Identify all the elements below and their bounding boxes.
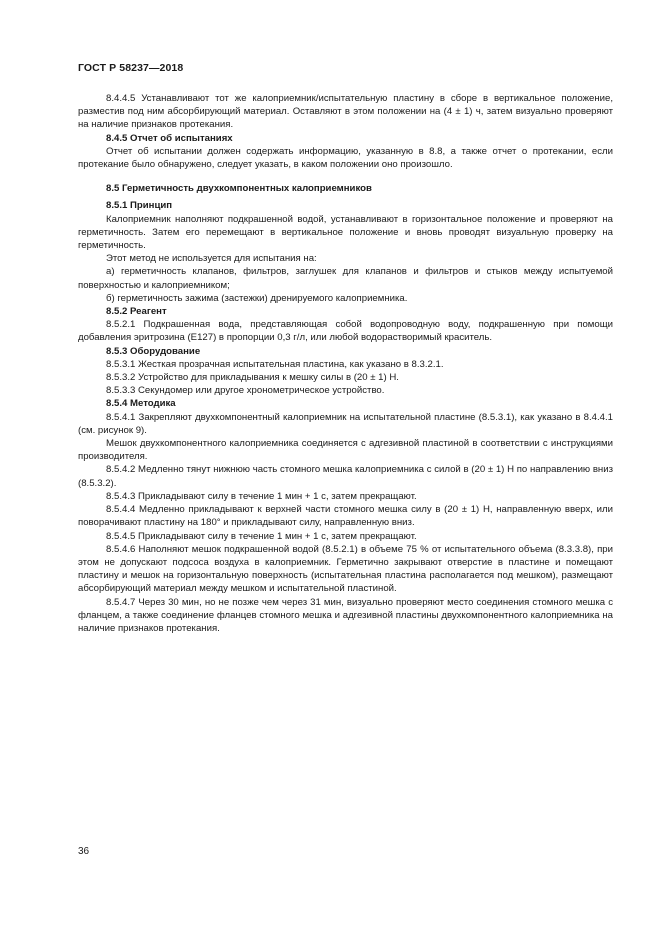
paragraph-8-5-4-1b: Мешок двухкомпонентного калоприемника соединяется с адгезивной пластиной в соответствии с инструкциями производителя.: [78, 438, 613, 463]
document-body: [78, 92, 613, 635]
list-item-b: б) герметичность зажима (застежки) дренируемого калоприемника.: [106, 292, 408, 304]
paragraph-8-5-1: Калоприемник наполняют подкрашенной водой, устанавливают в горизонтальное положение и проверяют на герметичность. Затем его перемещают в вертикальное положение и вновь проводят визуальную проверку на герметичность.: [78, 213, 613, 252]
paragraph-8-5-4-7: 8.5.4.7 Через 30 мин, но не позже чем через 31 мин, визуально проверяют место соединения стомного мешка с фланцем, а также соединение фланцев стомного мешка и адгезивной пластины двухкомпонентного калоприемника на наличие признаков протекания.: [78, 596, 613, 634]
paragraph-8-5-4-2: 8.5.4.2 Медленно тянут нижнюю часть стомного мешка калоприемника с силой в (20 ± 1) Н по направлению вниз (8.5.3.2).: [78, 464, 613, 489]
heading-8-5-2: 8.5.2 Реагент: [106, 306, 167, 318]
paragraph-8-5-4-3: 8.5.4.3 Прикладывают силу в течение 1 мин + 1 с, затем прекращают.: [106, 490, 417, 502]
heading-8-5-1: 8.5.1 Принцип: [106, 200, 173, 212]
heading-8-5-4: 8.5.4 Методика: [106, 398, 176, 410]
paragraph-8-5-3-2: 8.5.3.2 Устройство для прикладывания к мешку силы в (20 ± 1) Н.: [106, 372, 399, 384]
page-number: 36: [78, 846, 90, 857]
document-header: ГОСТ Р 58237—2018: [78, 62, 184, 74]
paragraph-8-5-4-1: 8.5.4.1 Закрепляют двухкомпонентный калоприемник на испытательной пластине (8.5.3.1), как указано в 8.4.4.1 (см. рисунок 9).: [78, 411, 613, 436]
heading-8-5: 8.5 Герметичность двухкомпонентных калоприемников: [106, 183, 372, 195]
paragraph-8-5-3-3: 8.5.3.3 Секундомер или другое хронометрическое устройство.: [106, 385, 385, 397]
heading-8-5-3: 8.5.3 Оборудование: [106, 345, 201, 357]
heading-8-4-5: 8.4.5 Отчет об испытаниях: [106, 132, 233, 144]
paragraph-8-5-4-5: 8.5.4.5 Прикладывают силу в течение 1 мин + 1 с, затем прекращают.: [106, 530, 417, 542]
paragraph-8-5-2-1: 8.5.2.1 Подкрашенная вода, представляющая собой водопроводную воду, подкрашенную при помощи добавления эритрозина (Е127) в пропорции 0,3 г/л, или любой водорастворимый краситель.: [78, 319, 613, 344]
paragraph-8-5-4-4: 8.5.4.4 Медленно прикладывают к верхней части стомного мешка силу в (20 ± 1) Н, направленную вверх, или поворачивают пластину на 180° и прикладывают силу, направленную вниз.: [78, 504, 613, 529]
paragraph-not-used: Этот метод не используется для испытания на:: [106, 253, 317, 265]
paragraph-8-5-4-6: 8.5.4.6 Наполняют мешок подкрашенной водой (8.5.2.1) в объеме 75 % от испытательного объема (8.3.3.8), при этом не допускают подсоса воздуха в калоприемник. Герметично закрывают отверстие в пластине и помещают пластину и мешок на горизонтальную поверхность (испытательная пластина располагается под мешком), размещают абсорбирующий материал между мешком и испытательной пластиной.: [78, 543, 613, 595]
paragraph-8-4-5: Отчет об испытании должен содержать информацию, указанную в 8.8, а также отчет о протекании, если протекание было обнаружено, следует указать, в каком положении оно произошло.: [78, 145, 613, 171]
list-item-a: а) герметичность клапанов, фильтров, заглушек для клапанов и фильтров и стыков между испытуемой поверхностью и калоприемником;: [78, 266, 613, 291]
paragraph-8-4-4-5: 8.4.4.5 Устанавливают тот же калоприемник/испытательную пластину в сборе в вертикальное положение, разместив под ним абсорбирующий материал. Оставляют в этом положении на (4 ± 1) ч, затем визуально проверяют на наличие признаков протекания.: [78, 93, 613, 131]
paragraph-8-5-3-1: 8.5.3.1 Жесткая прозрачная испытательная пластина, как указано в 8.3.2.1.: [106, 358, 444, 370]
